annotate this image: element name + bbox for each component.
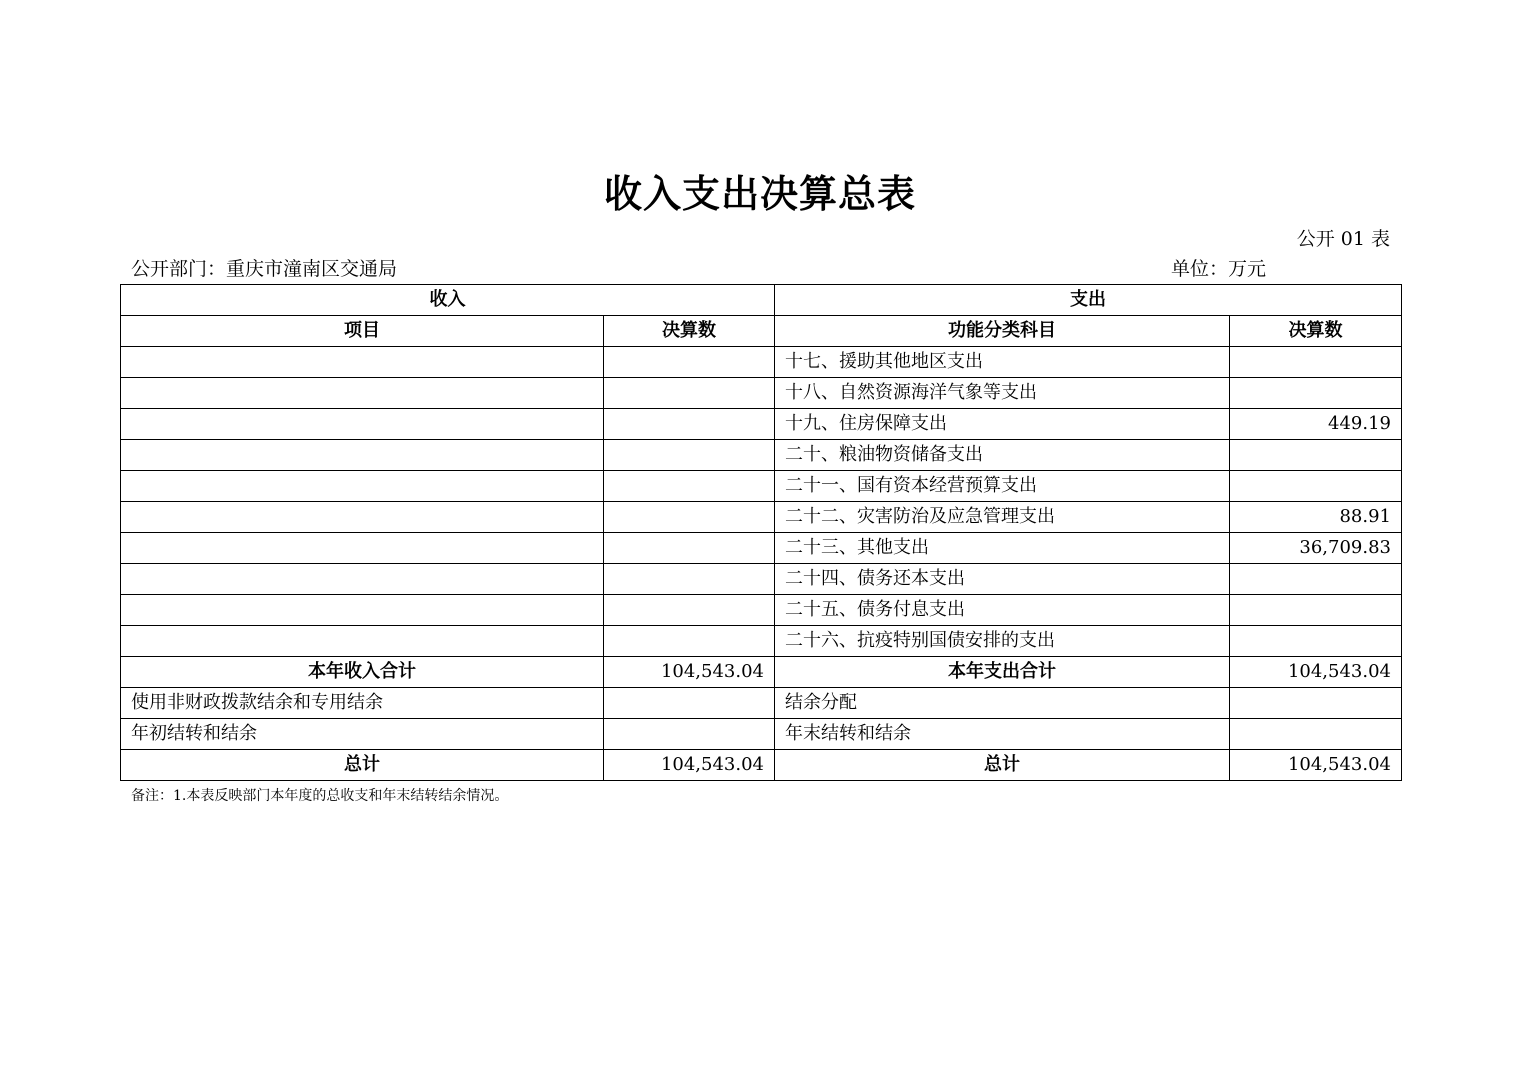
year-expense-total-value: 104,543.04: [1230, 657, 1402, 688]
grand-income-total-label: 总计: [121, 750, 604, 781]
income-item-cell: [121, 533, 604, 564]
table-number: 公开 01 表: [1296, 228, 1390, 250]
expense-value-cell: [1230, 471, 1402, 502]
income-value-cell: [604, 595, 775, 626]
item-header: 项目: [121, 316, 604, 347]
year-income-total-label: 本年收入合计: [121, 657, 604, 688]
expense-value-cell: 88.91: [1230, 502, 1402, 533]
table-row: [121, 564, 1402, 595]
income-amount-header: 决算数: [604, 316, 775, 347]
expense-item-cell: 二十六、抗疫特别国债安排的支出: [775, 626, 1230, 657]
expense-value-cell: [1230, 564, 1402, 595]
table-note: 备注：1.本表反映部门本年度的总收支和年末结转结余情况。: [131, 788, 509, 804]
expense-value-cell: [1230, 595, 1402, 626]
expense-item-cell: 二十一、国有资本经营预算支出: [775, 471, 1230, 502]
table-row: [121, 626, 1402, 657]
grand-expense-total-label: 总计: [775, 750, 1230, 781]
expense-value-cell: [1230, 440, 1402, 471]
income-item-cell: [121, 347, 604, 378]
income-item-cell: [121, 471, 604, 502]
income-item-cell: 年初结转和结余: [121, 719, 604, 750]
income-item-cell: 使用非财政拨款结余和专用结余: [121, 688, 604, 719]
year-total-row: [121, 657, 1402, 688]
table-header-row-1: [121, 285, 1402, 316]
expense-item-cell: 十八、自然资源海洋气象等支出: [775, 378, 1230, 409]
expense-amount-header: 决算数: [1230, 316, 1402, 347]
income-value-cell: [604, 564, 775, 595]
table-row: [121, 440, 1402, 471]
table-row: [121, 347, 1402, 378]
income-value-cell: [604, 440, 775, 471]
unit-label: 单位：万元: [1171, 258, 1267, 280]
income-value-cell: [604, 626, 775, 657]
income-value-cell: [604, 347, 775, 378]
income-item-cell: [121, 564, 604, 595]
income-value-cell: [604, 378, 775, 409]
income-value-cell: [604, 688, 775, 719]
income-item-cell: [121, 626, 604, 657]
grand-total-row: [121, 750, 1402, 781]
func-category-header: 功能分类科目: [775, 316, 1230, 347]
income-value-cell: [604, 409, 775, 440]
expense-value-cell: 36,709.83: [1230, 533, 1402, 564]
department-label: 公开部门：重庆市潼南区交通局: [131, 258, 398, 280]
table-row: [121, 502, 1402, 533]
table-row: [121, 533, 1402, 564]
income-expense-table: [120, 284, 1402, 781]
expense-item-cell: 十七、援助其他地区支出: [775, 347, 1230, 378]
income-value-cell: [604, 471, 775, 502]
income-header: 收入: [121, 285, 775, 316]
expense-value-cell: 449.19: [1230, 409, 1402, 440]
page-title: 收入支出决算总表: [603, 171, 916, 216]
expense-value-cell: [1230, 719, 1402, 750]
table-header-row-2: [121, 316, 1402, 347]
table-row: [121, 471, 1402, 502]
expense-value-cell: [1230, 347, 1402, 378]
grand-income-total-value: 104,543.04: [604, 750, 775, 781]
income-item-cell: [121, 440, 604, 471]
expense-item-cell: 年末结转和结余: [775, 719, 1230, 750]
grand-expense-total-value: 104,543.04: [1230, 750, 1402, 781]
expense-item-cell: 二十三、其他支出: [775, 533, 1230, 564]
table-row: [121, 595, 1402, 626]
expense-value-cell: [1230, 626, 1402, 657]
table-row: [121, 688, 1402, 719]
income-item-cell: [121, 595, 604, 626]
year-expense-total-label: 本年支出合计: [775, 657, 1230, 688]
year-income-total-value: 104,543.04: [604, 657, 775, 688]
expense-value-cell: [1230, 688, 1402, 719]
expense-item-cell: 二十、粮油物资储备支出: [775, 440, 1230, 471]
expense-item-cell: 结余分配: [775, 688, 1230, 719]
income-item-cell: [121, 378, 604, 409]
table-row: [121, 719, 1402, 750]
expense-header: 支出: [775, 285, 1402, 316]
table-row: [121, 378, 1402, 409]
table-row: [121, 409, 1402, 440]
expense-item-cell: 二十二、灾害防治及应急管理支出: [775, 502, 1230, 533]
expense-item-cell: 二十五、债务付息支出: [775, 595, 1230, 626]
income-item-cell: [121, 502, 604, 533]
income-value-cell: [604, 502, 775, 533]
expense-value-cell: [1230, 378, 1402, 409]
income-value-cell: [604, 533, 775, 564]
income-item-cell: [121, 409, 604, 440]
income-value-cell: [604, 719, 775, 750]
expense-item-cell: 二十四、债务还本支出: [775, 564, 1230, 595]
expense-item-cell: 十九、住房保障支出: [775, 409, 1230, 440]
